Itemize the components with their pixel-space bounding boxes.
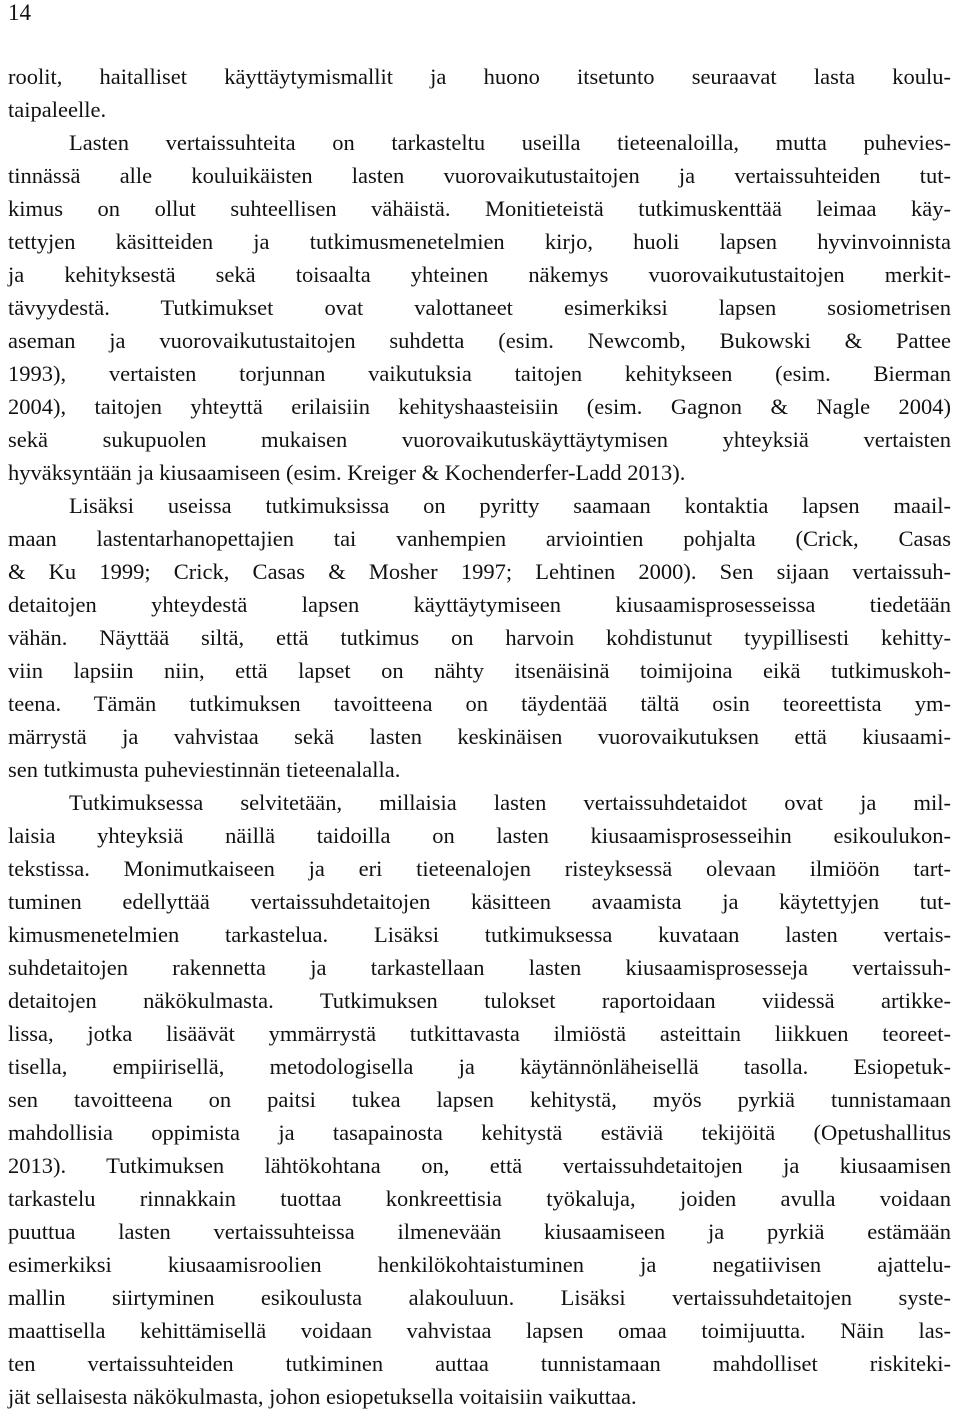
text-line: detaitojen yhteydestä lapsen käyttäytymiseen kiusaamisprosesseissa tiedetään bbox=[8, 592, 951, 617]
text-line: 1993), vertaisten torjunnan vaikutuksia taitojen kehitykseen (esim. Bierman bbox=[8, 361, 951, 386]
text-line: mallin siirtyminen esikoulusta alakouluun. Lisäksi vertaissuhdetaitojen syste- bbox=[8, 1285, 951, 1310]
text-line: taipaleelle. bbox=[8, 97, 107, 122]
text-line: detaitojen näkökulmasta. Tutkimuksen tulokset raportoidaan viidessä artikke- bbox=[8, 988, 951, 1013]
text-line: tuminen edellyttää vertaissuhdetaitojen käsitteen avaamista ja käytettyjen tut- bbox=[8, 889, 951, 914]
text-line: roolit, haitalliset käyttäytymismallit ja huono itsetunto seuraavat lasta koulu- bbox=[8, 64, 951, 89]
text-line: kimusmenetelmien tarkastelua. Lisäksi tutkimuksessa kuvataan lasten vertais- bbox=[8, 922, 951, 947]
text-line: laisia yhteyksiä näillä taidoilla on lasten kiusaamisprosesseihin esikoulukon- bbox=[8, 823, 951, 848]
text-line: suhdetaitojen rakennetta ja tarkastellaan lasten kiusaamisprosesseja vertaissuh- bbox=[8, 955, 951, 980]
text-line: 2013). Tutkimuksen lähtökohtana on, että vertaissuhdetaitojen ja kiusaamisen bbox=[8, 1153, 951, 1178]
text-line: puuttua lasten vertaissuhteissa ilmenevään kiusaamiseen ja pyrkiä estämään bbox=[8, 1219, 951, 1244]
text-line: tarkastelu rinnakkain tuottaa konkreettisia työkaluja, joiden avulla voidaan bbox=[8, 1186, 951, 1211]
text-line: mahdollisia oppimista ja tasapainosta kehitystä estäviä tekijöitä (Opetushallitus bbox=[8, 1120, 951, 1145]
text-line: kimus on ollut suhteellisen vähäistä. Monitieteistä tutkimuskenttää leimaa käy- bbox=[8, 196, 951, 221]
text-line: sen tavoitteena on paitsi tukea lapsen kehitystä, myös pyrkiä tunnistamaan bbox=[8, 1087, 951, 1112]
text-line: maattisella kehittämisellä voidaan vahvistaa lapsen omaa toimijuutta. Näin las- bbox=[8, 1318, 951, 1343]
text-line: ja kehityksestä sekä toisaalta yhteinen näkemys vuorovaikutustaitojen merkit- bbox=[8, 262, 951, 287]
text-line: sen tutkimusta puheviestinnän tieteenalalla. bbox=[8, 757, 401, 782]
text-line: Lasten vertaissuhteita on tarkasteltu useilla tieteenaloilla, mutta puhevies- bbox=[69, 130, 951, 155]
text-line: Tutkimuksessa selvitetään, millaisia lasten vertaissuhdetaidot ovat ja mil- bbox=[69, 790, 951, 815]
text-line: Lisäksi useissa tutkimuksissa on pyritty saamaan kontaktia lapsen maail- bbox=[69, 493, 951, 518]
text-line: hyväksyntään ja kiusaamiseen (esim. Kreiger & Kochenderfer-Ladd 2013). bbox=[8, 460, 686, 485]
text-line: teena. Tämän tutkimuksen tavoitteena on täydentää tältä osin teoreettista ym- bbox=[8, 691, 951, 716]
text-line: viin lapsiin niin, että lapset on nähty itsenäisinä toimijoina eikä tutkimuskoh- bbox=[8, 658, 951, 683]
body-text bbox=[8, 60, 951, 1413]
page-number: 14 bbox=[8, 0, 31, 25]
text-line: maan lastentarhanopettajien tai vanhempien arviointien pohjalta (Crick, Casas bbox=[8, 526, 951, 551]
text-line: vähän. Näyttää siltä, että tutkimus on harvoin kohdistunut tyypillisesti kehitty- bbox=[8, 625, 951, 650]
text-line: & Ku 1999; Crick, Casas & Mosher 1997; Lehtinen 2000). Sen sijaan vertaissuh- bbox=[8, 559, 951, 584]
text-line: sekä sukupuolen mukaisen vuorovaikutuskäyttäytymisen yhteyksiä vertaisten bbox=[8, 427, 951, 452]
text-line: esimerkiksi kiusaamisroolien henkilökohtaistuminen ja negatiivisen ajattelu- bbox=[8, 1252, 951, 1277]
text-line: tettyjen käsitteiden ja tutkimusmenetelmien kirjo, huoli lapsen hyvinvoinnista bbox=[8, 229, 951, 254]
text-line: tinnässä alle kouluikäisten lasten vuorovaikutustaitojen ja vertaissuhteiden tut- bbox=[8, 163, 951, 188]
text-line: 2004), taitojen yhteyttä erilaisiin kehityshaasteisiin (esim. Gagnon & Nagle 2004) bbox=[8, 394, 951, 419]
text-line: aseman ja vuorovaikutustaitojen suhdetta (esim. Newcomb, Bukowski & Pattee bbox=[8, 328, 951, 353]
text-line: ten vertaissuhteiden tutkiminen auttaa tunnistamaan mahdolliset riskiteki- bbox=[8, 1351, 951, 1376]
text-line: märrystä ja vahvistaa sekä lasten keskinäisen vuorovaikutuksen että kiusaami- bbox=[8, 724, 951, 749]
text-line: tekstissa. Monimutkaiseen ja eri tieteenalojen risteyksessä olevaan ilmiöön tart- bbox=[8, 856, 951, 881]
text-line: lissa, jotka lisäävät ymmärrystä tutkittavasta ilmiöstä asteittain liikkuen teoreet- bbox=[8, 1021, 951, 1046]
text-line: tävyydestä. Tutkimukset ovat valottaneet esimerkiksi lapsen sosiometrisen bbox=[8, 295, 951, 320]
text-line: tisella, empiirisellä, metodologisella ja käytännönläheisellä tasolla. Esiopetuk- bbox=[8, 1054, 951, 1079]
text-line: jät sellaisesta näkökulmasta, johon esiopetuksella voitaisiin vaikuttaa. bbox=[8, 1384, 637, 1409]
